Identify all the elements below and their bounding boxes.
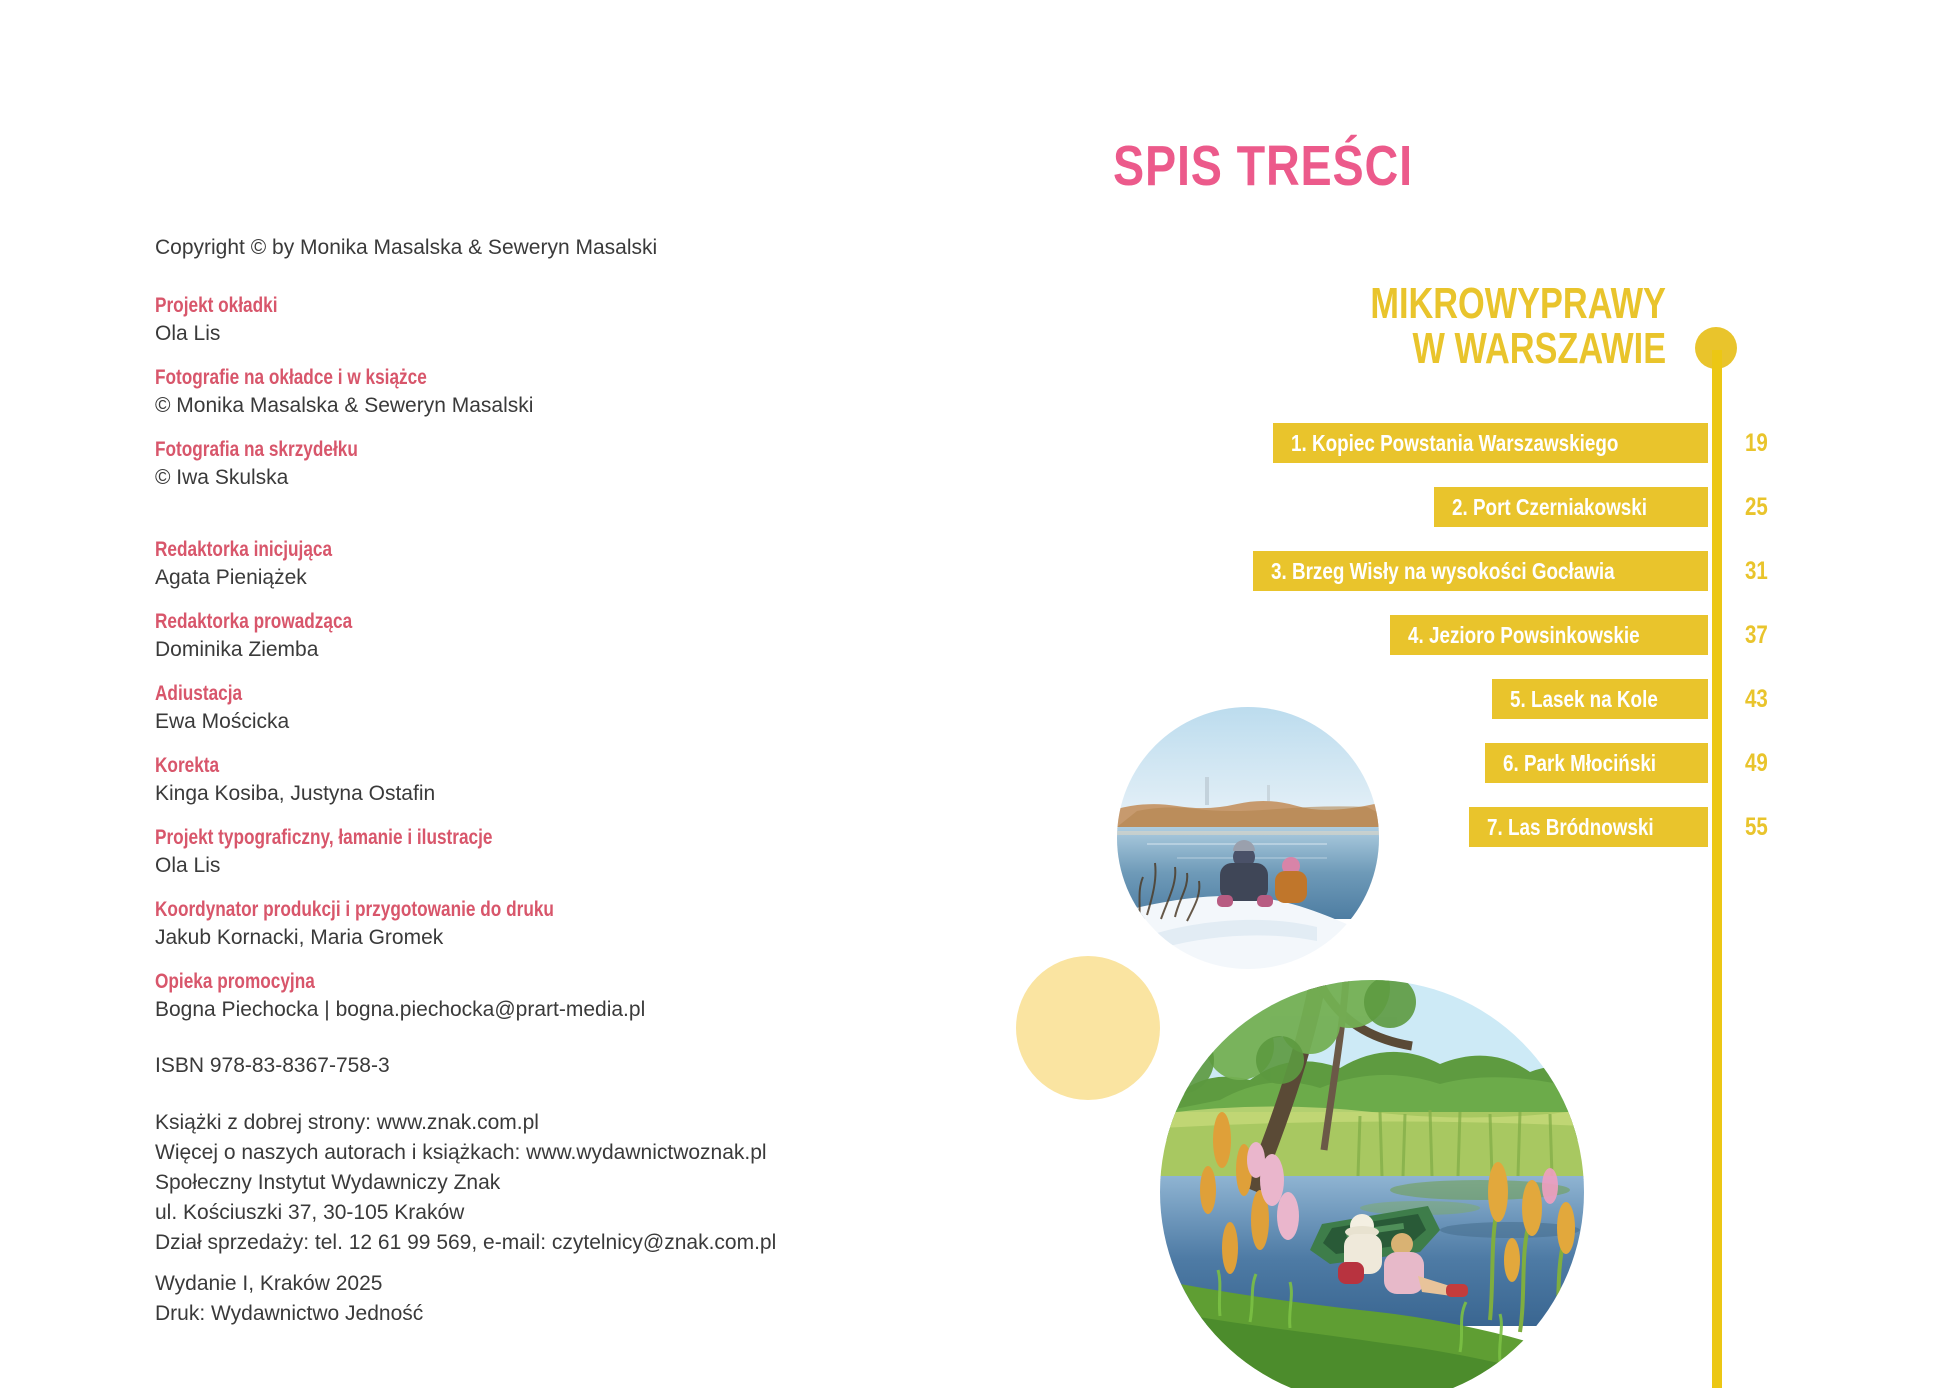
credit-entry — [155, 752, 855, 808]
copyright-line: Copyright © by Monika Masalska & Seweryn Masalski — [155, 236, 658, 259]
credit-label: Korekta — [155, 754, 220, 777]
credit-value: © Iwa Skulska — [155, 466, 289, 489]
edition-line: Druk: Wydawnictwo Jedność — [155, 1302, 424, 1325]
toc-page-number: 25 — [1745, 493, 1768, 521]
toc-chapter-label[interactable]: 6. Park Młociński — [1485, 743, 1708, 783]
toc-page-number: 43 — [1745, 685, 1768, 713]
credits-group-gap — [155, 508, 855, 536]
credit-value: © Monika Masalska & Seweryn Masalski — [155, 394, 534, 417]
toc-row — [1040, 679, 1770, 719]
credit-entry — [155, 536, 855, 592]
toc-row — [1040, 487, 1770, 527]
credit-entry — [155, 364, 855, 420]
credit-value: Agata Pieniążek — [155, 566, 307, 589]
page-title-text: SPIS TREŚCI — [1113, 134, 1413, 198]
publisher-line: Więcej o naszych autorach i książkach: www.wydawnictwoznak.pl — [155, 1141, 767, 1164]
edition-block — [155, 1269, 855, 1329]
decorative-yellow-circle — [1016, 956, 1160, 1100]
toc-chapter-label[interactable]: 1. Kopiec Powstania Warszawskiego — [1273, 423, 1708, 463]
page-title — [1113, 133, 1479, 199]
toc-page-number: 31 — [1745, 557, 1768, 585]
publisher-block — [155, 1108, 855, 1258]
toc-chapter-label[interactable]: 3. Brzeg Wisły na wysokości Gocławia — [1253, 551, 1708, 591]
credit-label: Fotografia na skrzydełku — [155, 438, 358, 461]
edition-line: Wydanie I, Kraków 2025 — [155, 1272, 383, 1295]
credits-top-group — [155, 292, 855, 492]
publisher-line: ul. Kościuszki 37, 30-105 Kraków — [155, 1201, 465, 1224]
toc-chapter-label[interactable]: 7. Las Bródnowski — [1469, 807, 1708, 847]
credit-label: Adiustacja — [155, 682, 243, 705]
credit-value: Dominika Ziemba — [155, 638, 319, 661]
credit-entry — [155, 824, 855, 880]
publisher-line: Książki z dobrej strony: www.znak.com.pl — [155, 1111, 539, 1134]
credits-column — [155, 233, 855, 1329]
toc-heading-line1: MIKROWYPRAWY — [1370, 279, 1666, 328]
credit-label: Projekt okładki — [155, 294, 278, 317]
credit-entry — [155, 896, 855, 952]
publisher-line: Dział sprzedaży: tel. 12 61 99 569, e-mail: czytelnicy@znak.com.pl — [155, 1231, 777, 1254]
credit-value: Bogna Piechocka | bogna.piechocka@prart-media.pl — [155, 998, 646, 1021]
toc-chapter-label[interactable]: 2. Port Czerniakowski — [1434, 487, 1708, 527]
toc-chapter-label[interactable]: 5. Lasek na Kole — [1492, 679, 1708, 719]
toc-page-number: 37 — [1745, 621, 1768, 649]
toc-row — [1040, 615, 1770, 655]
toc-row — [1040, 551, 1770, 591]
credit-label: Fotografie na okładce i w książce — [155, 366, 427, 389]
credit-label: Opieka promocyjna — [155, 970, 315, 993]
credit-label: Redaktorka inicjująca — [155, 538, 333, 561]
toc-chapter-label[interactable]: 4. Jezioro Powsinkowskie — [1390, 615, 1709, 655]
credit-value: Ewa Mościcka — [155, 710, 290, 733]
credits-main-group — [155, 536, 855, 1024]
winter-lake-illustration — [1117, 707, 1379, 969]
credit-entry — [155, 608, 855, 664]
credit-label: Koordynator produkcji i przygotowanie do druku — [155, 898, 554, 921]
toc-page-number: 19 — [1745, 429, 1768, 457]
credit-entry — [155, 292, 855, 348]
credit-value: Kinga Kosiba, Justyna Ostafin — [155, 782, 436, 805]
credit-entry — [155, 680, 855, 736]
credit-label: Projekt typograficzny, łamanie i ilustracje — [155, 826, 493, 849]
toc-page-number: 55 — [1745, 813, 1768, 841]
credit-entry — [155, 436, 855, 492]
isbn-line: ISBN 978-83-8367-758-3 — [155, 1054, 390, 1077]
credit-value: Ola Lis — [155, 854, 221, 877]
toc-heading-line2: W WARSZAWIE — [1412, 324, 1666, 373]
photo-summer-pond — [1160, 980, 1584, 1388]
toc-page-number: 49 — [1745, 749, 1768, 777]
photo-winter-lake — [1117, 707, 1379, 969]
toc-heading — [1180, 281, 1666, 371]
credit-value: Ola Lis — [155, 322, 221, 345]
summer-pond-illustration — [1160, 980, 1584, 1388]
publisher-line: Społeczny Instytut Wydawniczy Znak — [155, 1171, 501, 1194]
credit-entry — [155, 968, 855, 1024]
toc-row — [1040, 423, 1770, 463]
credit-label: Redaktorka prowadząca — [155, 610, 353, 633]
credit-value: Jakub Kornacki, Maria Gromek — [155, 926, 444, 949]
